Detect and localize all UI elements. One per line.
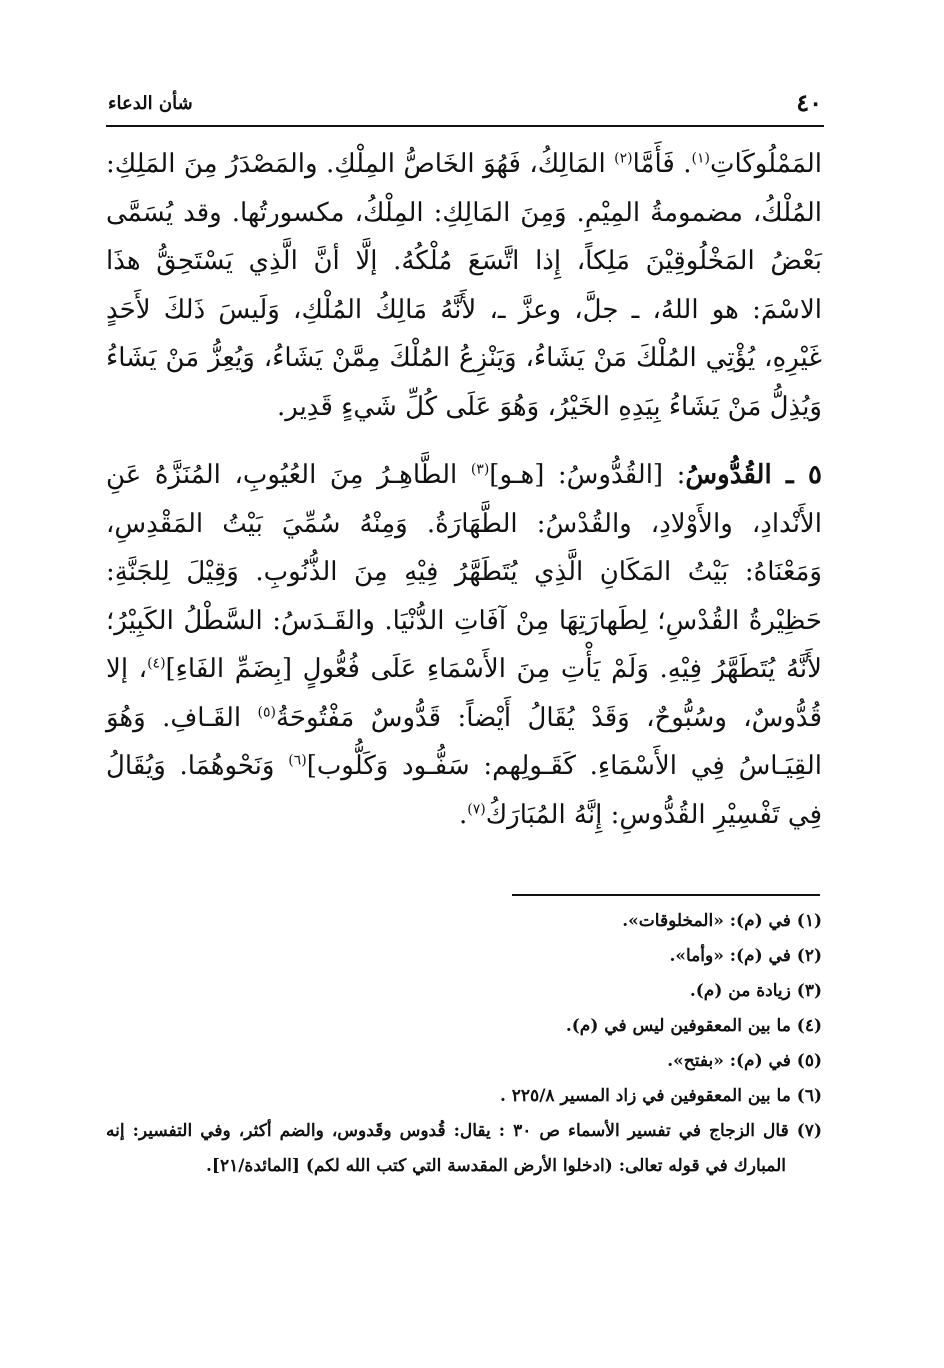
text-run: . <box>459 799 468 830</box>
entry-name: القُدُّوسُ <box>685 460 772 490</box>
text-run: القَـافِ. وَهُوَ القِيَـاسُ فِي الأَسْمَاءِ. كَقَـولِهم: سَفُّـود وَكَلُّوب] <box>106 702 822 781</box>
footnote-marker-3[interactable]: (٣) <box>470 461 490 478</box>
entry-number: ٥ ـ <box>771 460 822 490</box>
text-run: المَالِكُ، فَهُوَ الخَاصُّ المِلْكِ. والمَصْدَرُ مِنَ المَلِكِ: المُلْكُ، مضمومةُ المِيْمِ. وَمِنَ المَالِكِ: المِلْكُ، مكسورتُها. وقد يُسَمَّى بَعْضُ المَخْلُوقِيْنَ مَلِكاً، إِذا اتَّسَعَ مُلْكُهُ. إلَّا أنَّ الَّذِي يَسْتَحِقُّ هذَا الاسْمَ: هو اللهُ، ـ جلَّ، وعزَّ ـ، لأَنَّهُ مَالِكُ المُلْكِ، وَلَيسَ ذَلكَ لأَحَدٍ غَيْرِهِ، يُؤْتِي المُلْكَ مَنْ يَشَاءُ، وَيَنْزِعُ المُلْكَ مِمَّنْ يَشَاءُ، وَيُعِزُّ مَنْ يَشَاءُ وَيُذِلُّ مَنْ يَشَاءُ بِيَدِهِ الخَيْرُ، وَهُوَ عَلَى كُلِّ شَيءٍ قَدِير. <box>106 149 822 422</box>
page-number: ٤٠ <box>796 88 822 117</box>
running-header <box>108 88 822 122</box>
footnote-marker-6[interactable]: (٦) <box>288 752 307 769</box>
footnote-1: (١) في (م): «المخلوقات». <box>622 911 822 931</box>
running-title: شأن الدعاء <box>108 93 193 114</box>
footnote-7: (٧) قال الزجاج في تفسير الأسماء ص ٣٠ : يقال: قُدوس وقَدوس، والضم أكثر، وفي التفسير: إنه المبارك في قوله تعالى: (ادخلوا الأرض المقدسة التي كتب الله لكم) [المائدة/٢١]. <box>106 1121 822 1176</box>
header-rule <box>106 125 824 127</box>
footnote-marker-2[interactable]: (٢) <box>614 150 633 167</box>
text-run: : [القُدُّوسُ: [هـو] <box>489 460 686 490</box>
footnote-marker-5[interactable]: (٥) <box>257 703 276 720</box>
footnote-marker-1[interactable]: (١) <box>691 150 710 167</box>
paragraph-malik <box>106 140 822 431</box>
footnote-5: (٥) في (م): «بفتح». <box>667 1051 822 1071</box>
footnote-3: (٣) زيادة من (م). <box>689 981 822 1001</box>
footnote-separator <box>512 894 820 896</box>
text-run: ، إلا قُدُّوسٌ، وسُبُّوحٌ، وَقَدْ يُقَالُ أَيْضاً: قَدُّوسٌ مَفْتُوحَةُ <box>106 654 823 733</box>
text-run: الطَّاهِـرُ مِنَ العُيُوبِ، المُنَزَّهُ عَنِ الأَنْدادِ، والأَوْلادِ، والقُدْسُ: الطَّهَارَةُ. وَمِنْهُ سُمِّيَ بَيْتُ المَقْدِسِ، وَمَعْنَاهُ: بَيْتُ المَكَانِ الَّذِي يُتَطَهَّرُ فِيْهِ مِنَ الذُّنُوبِ. وَقِيْلَ لِلجَنَّةِ: حَظِيْرةُ القُدْسِ؛ لِطَهارَتِهَا مِنْ آفَاتِ الدُّنْيَا. والقَـدَسُ: السَّطْلُ الكَبِيْرُ؛ لأَنَّهُ يُتَطَهَّرُ فِيْهِ. وَلَمْ يَأْتِ مِنَ الأَسْمَاءِ عَلَى فُعُّولٍ [بِضَمِّ الفَاءِ] <box>106 460 822 684</box>
main-text <box>106 140 822 839</box>
footnotes <box>106 904 822 1184</box>
text-run: . فَأَمَّا <box>632 149 692 179</box>
footnote-4: (٤) ما بين المعقوفين ليس في (م). <box>565 1016 822 1036</box>
footnote-2: (٢) في (م): «وأما». <box>669 946 822 966</box>
paragraph-quddus <box>106 451 822 839</box>
text-run: وَنَحْوهُمَا. وَيُقَالُ فِي تَفْسِيْرِ القُدُّوسِ: إِنَّهُ المُبَارَكُ <box>106 751 822 830</box>
text-run: المَمْلُوكَاتِ <box>709 149 822 179</box>
footnote-6: (٦) ما بين المعقوفين في زاد المسير ٢٢٥/٨ . <box>499 1086 822 1106</box>
footnote-marker-4[interactable]: (٤) <box>147 655 166 672</box>
footnote-marker-7[interactable]: (٧) <box>467 800 486 817</box>
